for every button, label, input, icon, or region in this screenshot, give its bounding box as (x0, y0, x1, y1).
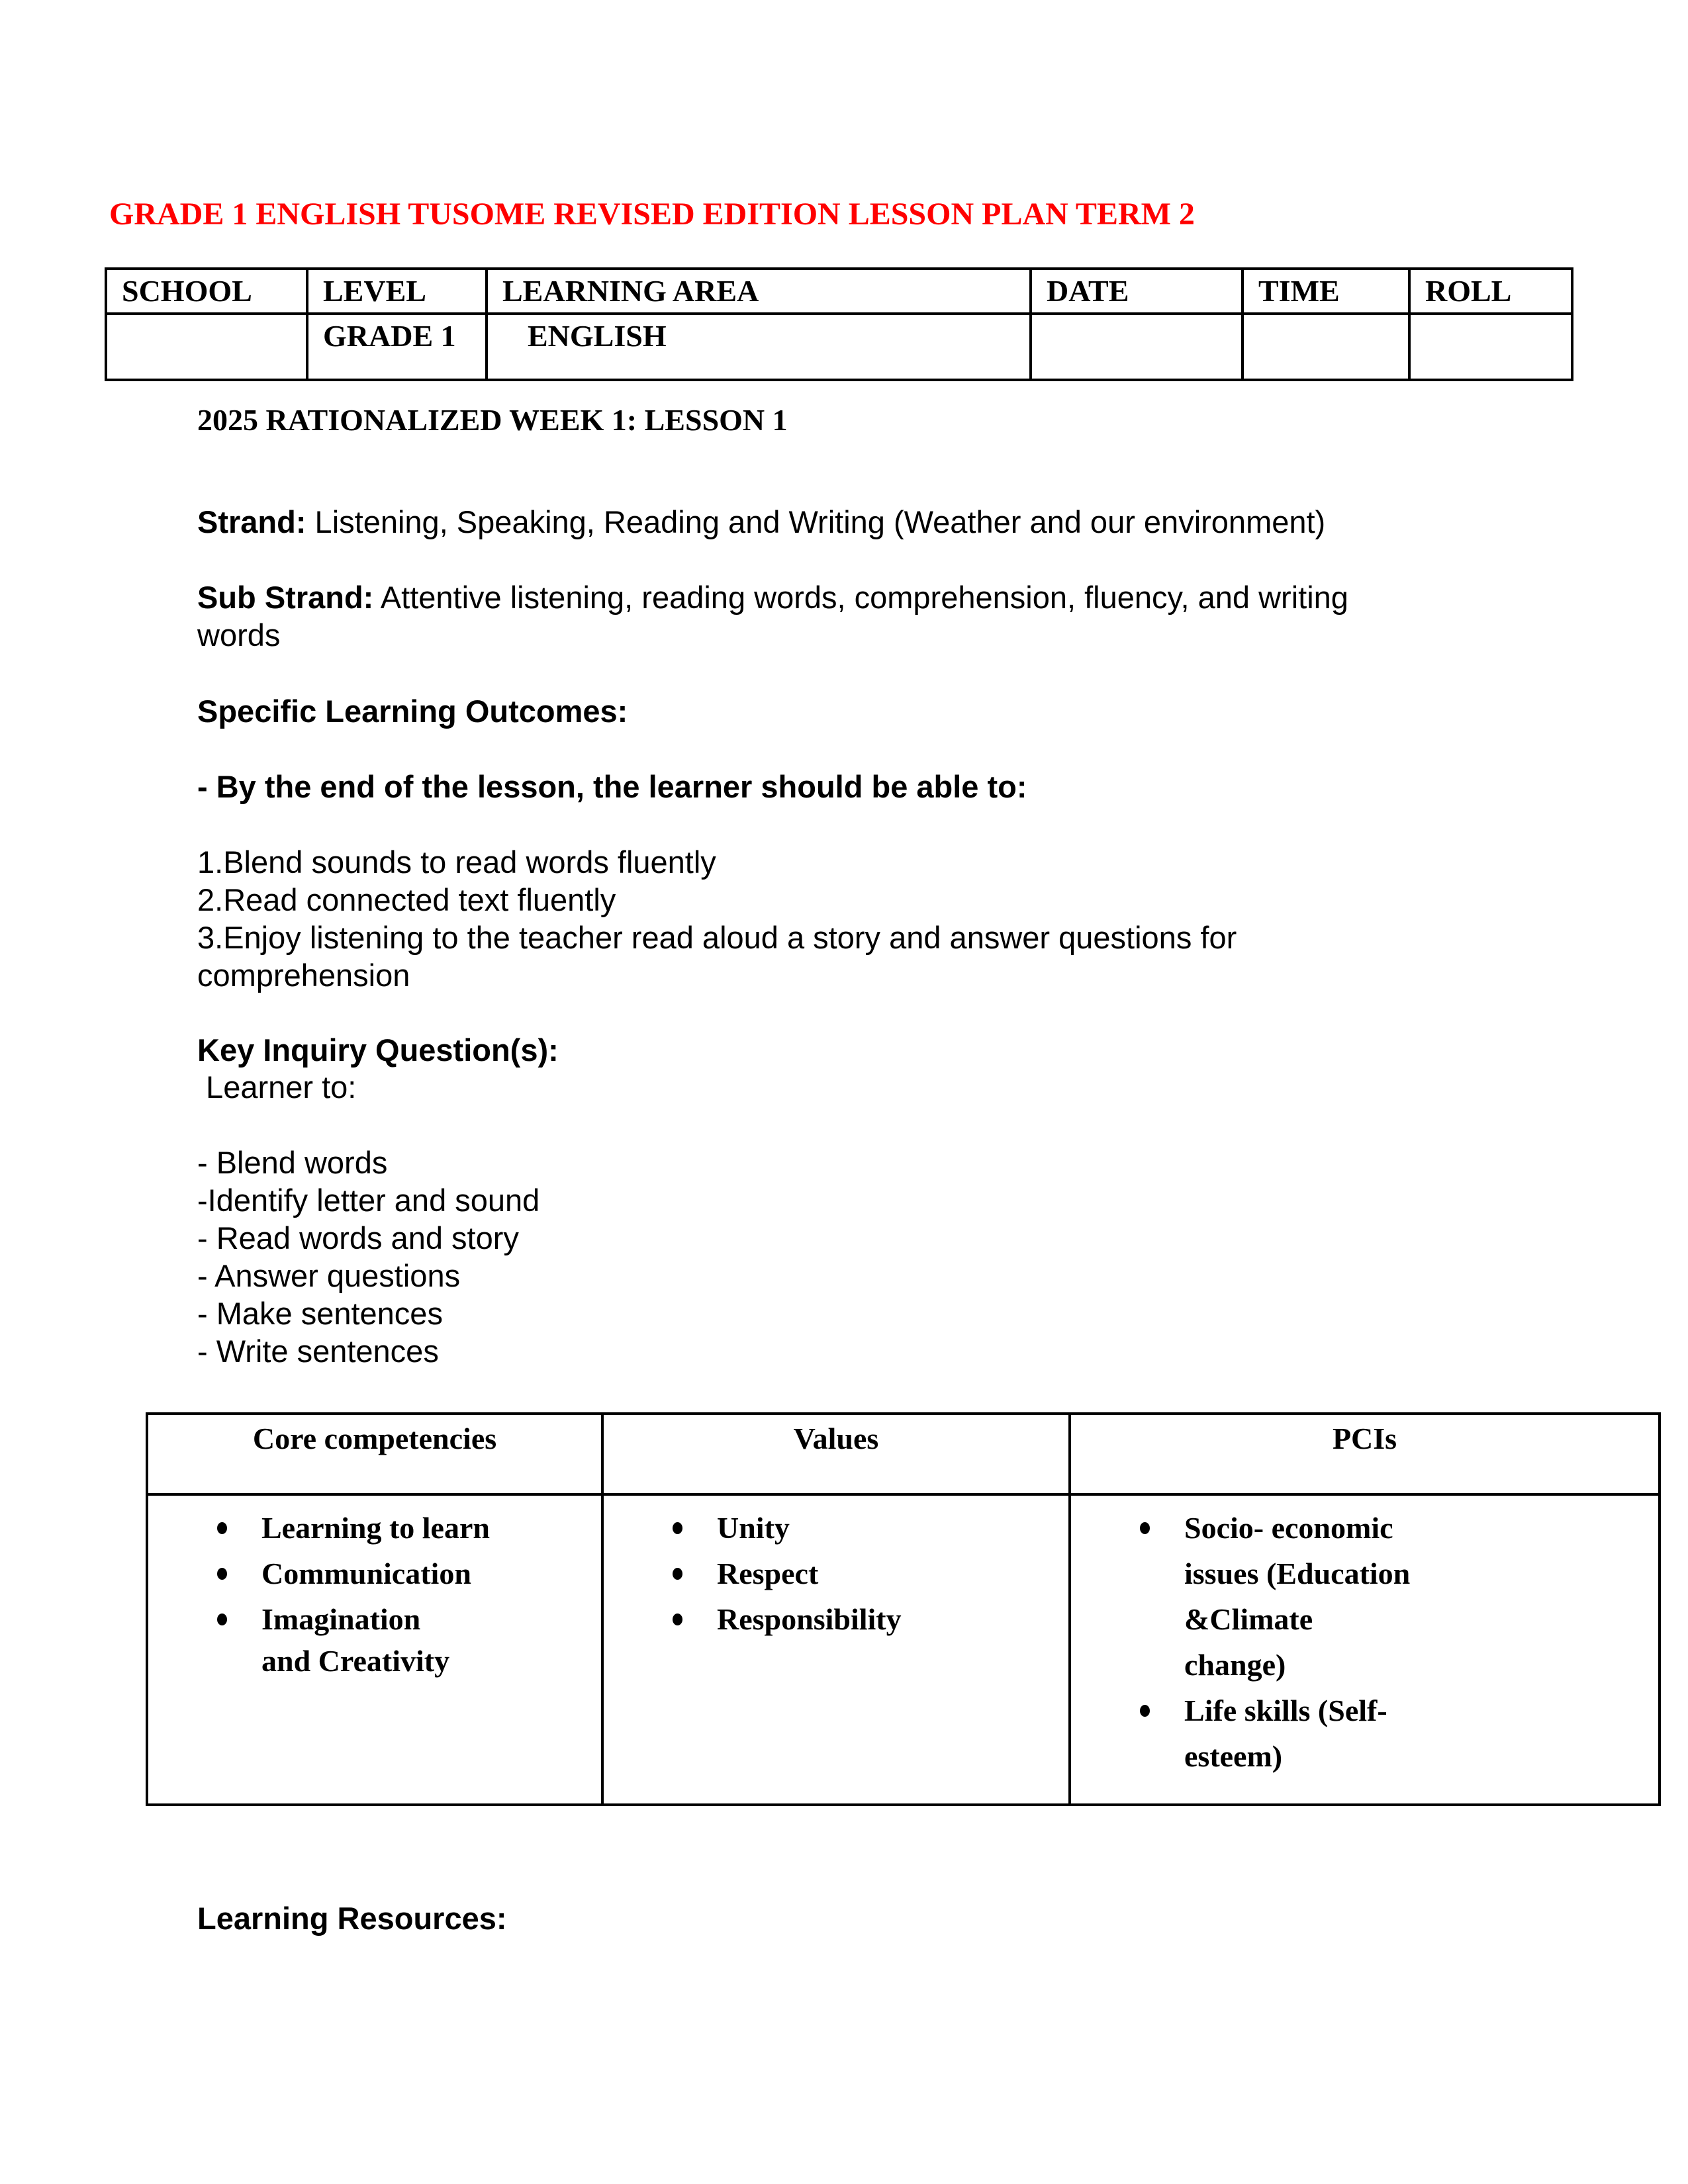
core-competency-item: Imagination and Creativity (149, 1596, 600, 1680)
bullet-icon (673, 1568, 682, 1580)
slo-heading: Specific Learning Outcomes: (197, 694, 628, 729)
header-learning-area: LEARNING AREA (487, 269, 1031, 314)
info-table-value-row (106, 314, 1572, 380)
slo-item: 2.Read connected text fluently (197, 882, 616, 917)
slo-item: 3.Enjoy listening to the teacher read aloud a story and answer questions for (197, 920, 1237, 955)
bullet-icon (673, 1614, 682, 1625)
lesson-info-table (105, 267, 1573, 381)
value-item: Respect (604, 1551, 1068, 1596)
core-competencies-list (149, 1505, 600, 1680)
sub-strand-value-continued: words (197, 617, 281, 653)
lesson-heading: 2025 RATIONALIZED WEEK 1: LESSON 1 (197, 403, 788, 437)
competencies-table (146, 1412, 1661, 1806)
slo-item: 1.Blend sounds to read words fluently (197, 844, 716, 880)
bullet-icon (217, 1614, 227, 1625)
strand (197, 503, 1325, 541)
header-values: Values (602, 1414, 1070, 1494)
slo-list (197, 843, 1237, 994)
competencies-body-row (147, 1494, 1660, 1805)
values-list (604, 1505, 1068, 1642)
header-date: DATE (1031, 269, 1243, 314)
header-roll: ROLL (1409, 269, 1572, 314)
header-pcis: PCIs (1070, 1414, 1660, 1494)
value-item: Responsibility (604, 1596, 1068, 1642)
sub-strand-label: Sub Strand: (197, 580, 374, 615)
key-inquiry-item: - Blend words (197, 1145, 388, 1180)
bullet-icon (217, 1522, 227, 1534)
sub-strand (197, 578, 1348, 654)
competencies-header-row (147, 1414, 1660, 1494)
strand-value: Listening, Speaking, Reading and Writing (Weather and our environment) (306, 504, 1326, 539)
core-competency-item: Learning to learn (149, 1505, 600, 1551)
value-roll[interactable] (1409, 314, 1572, 380)
value-time[interactable] (1243, 314, 1409, 380)
strand-label: Strand: (197, 504, 306, 539)
bullet-icon (217, 1568, 227, 1580)
header-time: TIME (1243, 269, 1409, 314)
pci-item: Socio- economic issues (Education &Climate change) (1072, 1505, 1403, 1688)
key-inquiry-list (197, 1144, 539, 1370)
key-inquiry-item: - Write sentences (197, 1334, 439, 1369)
value-date[interactable] (1031, 314, 1243, 380)
value-item: Unity (604, 1505, 1068, 1551)
key-inquiry-item: - Make sentences (197, 1296, 443, 1331)
value-school[interactable] (106, 314, 307, 380)
key-inquiry-item: - Read words and story (197, 1220, 519, 1255)
key-inquiry-item: - Answer questions (197, 1258, 461, 1293)
key-inquiry-heading: Key Inquiry Question(s): (197, 1032, 559, 1068)
values-cell (602, 1494, 1070, 1805)
sub-strand-value: Attentive listening, reading words, comprehension, fluency, and writing (373, 580, 1348, 615)
pci-item: Life skills (Self- esteem) (1072, 1688, 1403, 1779)
slo-intro: - By the end of the lesson, the learner should be able to: (197, 769, 1027, 804)
document-title: GRADE 1 ENGLISH TUSOME REVISED EDITION LESSON PLAN TERM 2 (109, 197, 1195, 232)
bullet-icon (673, 1522, 682, 1534)
header-school: SCHOOL (106, 269, 307, 314)
value-learning-area: ENGLISH (487, 314, 1031, 380)
core-competencies-cell (147, 1494, 602, 1805)
header-core-competencies: Core competencies (147, 1414, 602, 1494)
core-competency-item: Communication (149, 1551, 600, 1596)
slo-item-continued: comprehension (197, 958, 410, 993)
key-inquiry-subheading: Learner to: (197, 1069, 357, 1105)
learning-resources-heading: Learning Resources: (197, 1901, 507, 1936)
pcis-cell (1070, 1494, 1660, 1805)
pcis-list (1072, 1505, 1411, 1779)
header-level: LEVEL (307, 269, 487, 314)
value-level: GRADE 1 (307, 314, 487, 380)
bullet-icon (1140, 1522, 1150, 1534)
info-table-header-row (106, 269, 1572, 314)
bullet-icon (1140, 1705, 1150, 1717)
key-inquiry-item: -Identify letter and sound (197, 1183, 540, 1218)
